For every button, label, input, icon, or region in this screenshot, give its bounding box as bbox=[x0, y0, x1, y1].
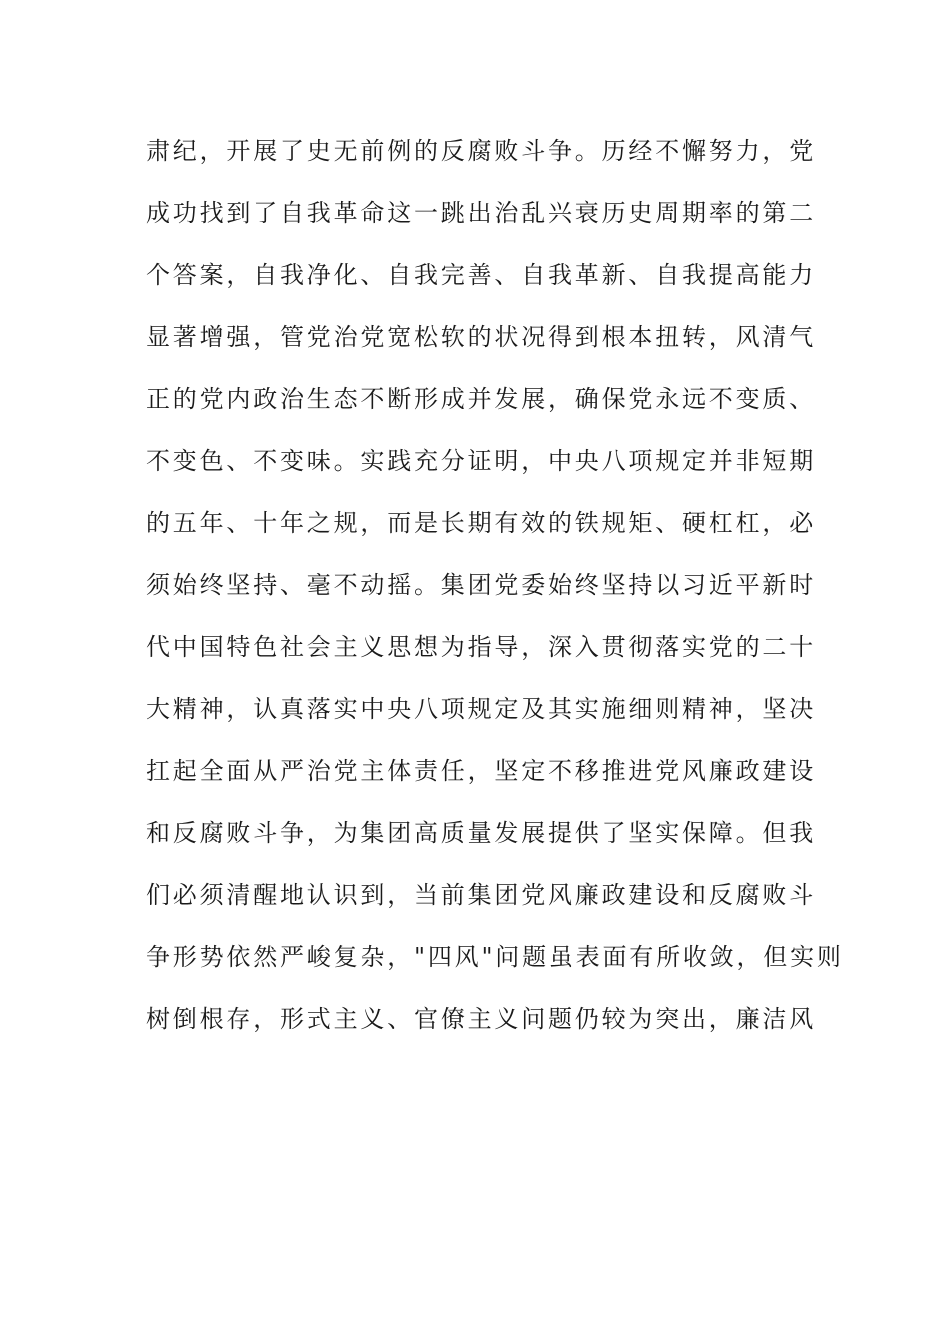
text-line: 树倒根存，形式主义、官僚主义问题仍较为突出，廉洁风 bbox=[146, 1005, 816, 1033]
text-line: 大精神，认真落实中央八项规定及其实施细则精神，坚决 bbox=[146, 695, 816, 723]
text-line: 成功找到了自我革命这一跳出治乱兴衰历史周期率的第二 bbox=[146, 199, 816, 227]
text-line: 的五年、十年之规，而是长期有效的铁规矩、硬杠杠，必 bbox=[146, 509, 816, 537]
text-line: 个答案，自我净化、自我完善、自我革新、自我提高能力 bbox=[146, 261, 816, 289]
text-line: 正的党内政治生态不断形成并发展，确保党永远不变质、 bbox=[146, 385, 816, 413]
text-line: 们必须清醒地认识到，当前集团党风廉政建设和反腐败斗 bbox=[146, 881, 816, 909]
text-line: 显著增强，管党治党宽松软的状况得到根本扭转，风清气 bbox=[146, 323, 816, 351]
text-line: 须始终坚持、毫不动摇。集团党委始终坚持以习近平新时 bbox=[146, 571, 816, 599]
text-line: 争形势依然严峻复杂，"四风"问题虽表面有所收敛，但实则 bbox=[146, 943, 844, 971]
text-line: 和反腐败斗争，为集团高质量发展提供了坚实保障。但我 bbox=[146, 819, 816, 847]
text-line: 扛起全面从严治党主体责任，坚定不移推进党风廉政建设 bbox=[146, 757, 816, 785]
body-text bbox=[146, 129, 844, 1059]
text-line: 不变色、不变味。实践充分证明，中央八项规定并非短期 bbox=[146, 447, 816, 475]
text-line: 代中国特色社会主义思想为指导，深入贯彻落实党的二十 bbox=[146, 633, 816, 661]
text-line: 肃纪，开展了史无前例的反腐败斗争。历经不懈努力，党 bbox=[146, 137, 816, 165]
